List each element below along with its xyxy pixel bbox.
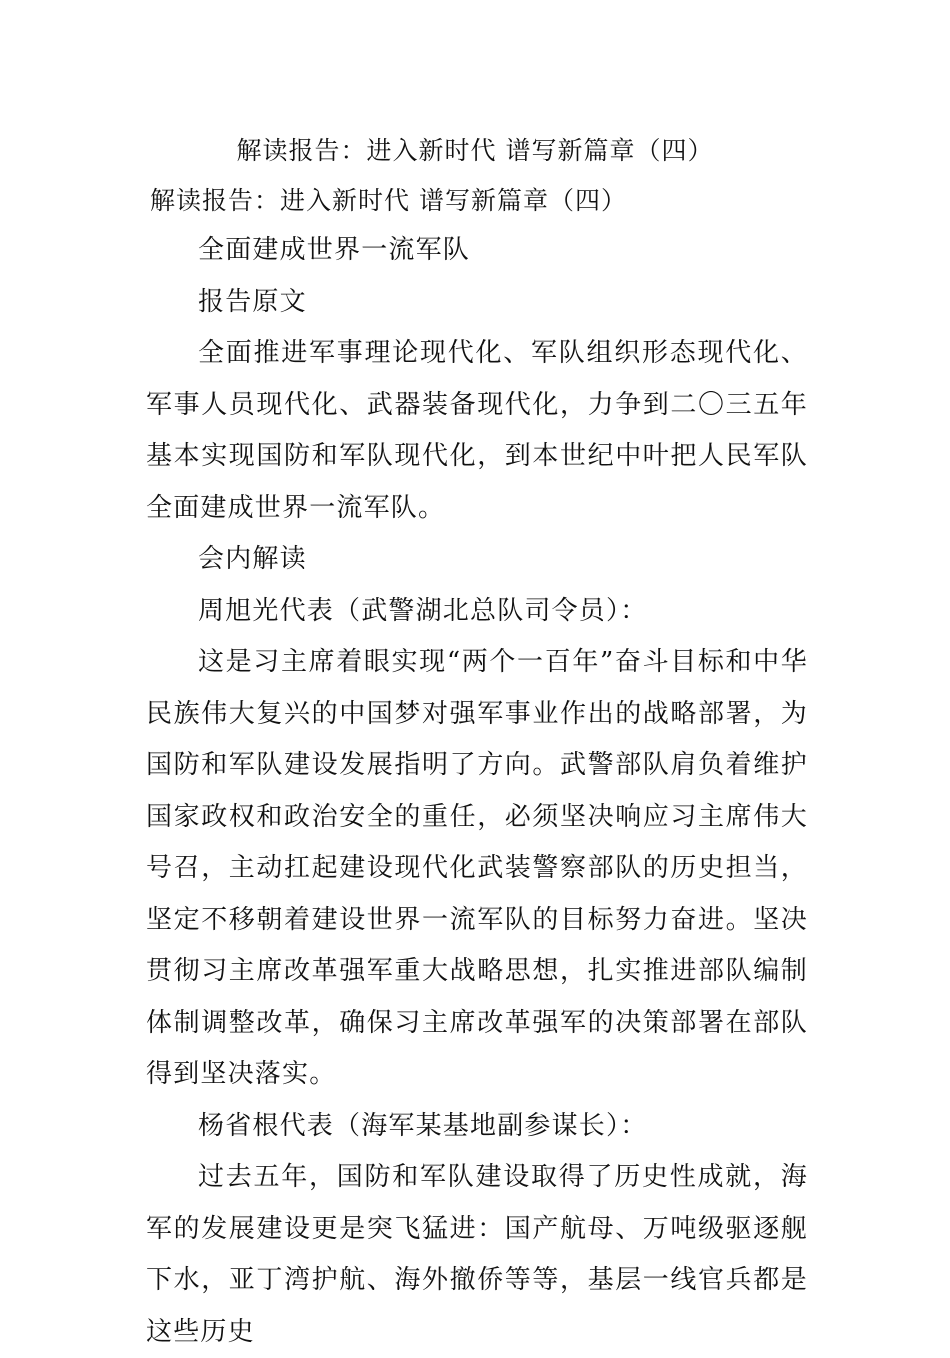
document-title: 解读报告：进入新时代 谱写新篇章（四） (236, 136, 714, 165)
speaker-1-name: 周旭光代表（武警湖北总队司令员）： (198, 595, 648, 626)
report-label: 报告原文 (198, 286, 307, 317)
section-heading: 全面建成世界一流军队 (198, 235, 471, 265)
report-text: 全面推进军事理论现代化、军队组织形态现代化、军事人员现代化、武器装备现代化，力争到二〇三五年基本实现国防和军队现代化，到本世纪中叶把人民军队全面建成世界一流军队。 (146, 338, 808, 523)
document-subtitle: 解读报告：进入新时代 谱写新篇章（四） (150, 186, 627, 215)
document-body (146, 225, 808, 1358)
speaker-2-name: 杨省根代表（海军某基地副参谋长）： (198, 1110, 648, 1141)
speaker-2-text: 过去五年，国防和军队建设取得了历史性成就，海军的发展建设更是突飞猛进：国产航母、万吨级驱逐舰下水，亚丁湾护航、海外撤侨等等，基层一线官兵都是这些历史 (146, 1162, 808, 1347)
speaker-1-text: 这是习主席着眼实现“两个一百年”奋斗目标和中华民族伟大复兴的中国梦对强军事业作出的战略部署，为国防和军队建设发展指明了方向。武警部队肩负着维护国家政权和政治安全的重任，必须坚决响应习主席伟大号召，主动扛起建设现代化武装警察部队的历史担当，坚定不移朝着建设世界一流军队的目标努力奋进。坚决贯彻习主席改革强军重大战略思想，扎实推进部队编制体制调整改革，确保习主席改革强军的决策部署在部队得到坚决落实。 (146, 647, 808, 1089)
interpretation-label: 会内解读 (198, 544, 307, 574)
